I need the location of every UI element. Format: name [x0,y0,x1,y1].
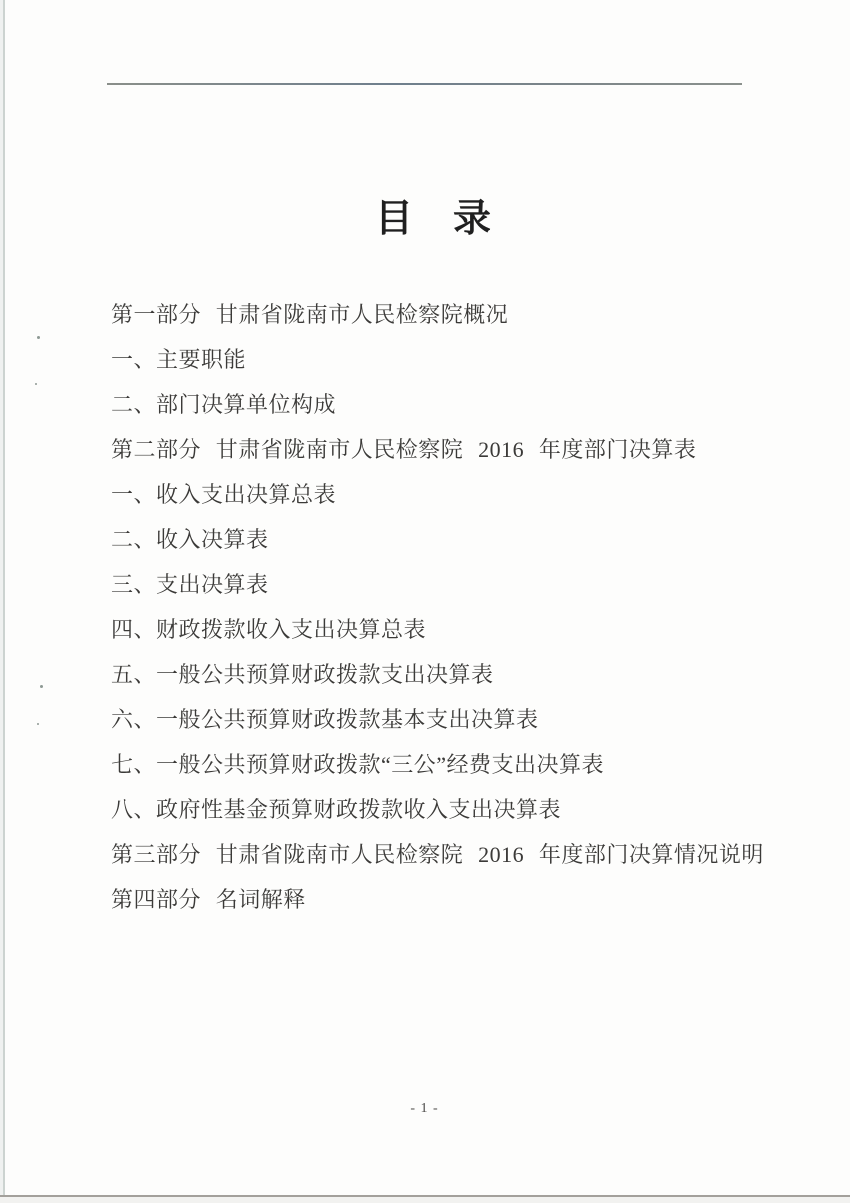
page-number: - 1 - [410,1101,439,1116]
scan-speck [37,336,40,339]
toc-item-part2: 第二部分 甘肃省陇南市人民检察院 2016 年度部门决算表 [111,437,697,462]
toc-item-part2-7: 七、一般公共预算财政拨款“三公”经费支出决算表 [111,752,605,777]
scan-speck [35,383,37,385]
toc-item-part4: 第四部分 名词解释 [111,887,306,912]
toc-item-part2-5: 五、一般公共预算财政拨款支出决算表 [111,662,494,687]
toc-item-part1: 第一部分 甘肃省陇南市人民检察院概况 [111,302,509,327]
scan-speck [40,685,43,688]
toc-item-part2-4: 四、财政拨款收入支出决算总表 [111,617,427,642]
scan-edge-left-line [3,0,5,1203]
header-rule [107,83,742,85]
scan-speck [37,723,39,725]
toc-item-part3: 第三部分 甘肃省陇南市人民检察院 2016 年度部门决算情况说明 [111,842,764,867]
toc-item-part2-2: 二、收入决算表 [111,527,269,552]
toc-item-part2-1: 一、收入支出决算总表 [111,482,337,507]
page-title: 目 录 [374,198,492,240]
toc-item-part1-1: 一、主要职能 [111,347,247,372]
toc-item-part2-6: 六、一般公共预算财政拨款基本支出决算表 [111,707,539,732]
toc-item-part1-2: 二、部门决算单位构成 [111,392,337,417]
toc-item-part2-3: 三、支出决算表 [111,572,269,597]
scan-edge-bottom-line [0,1195,850,1197]
toc-item-part2-8: 八、政府性基金预算财政拨款收入支出决算表 [111,797,562,822]
scan-edge-bottom-margin [0,1197,850,1203]
table-of-contents [111,292,791,922]
